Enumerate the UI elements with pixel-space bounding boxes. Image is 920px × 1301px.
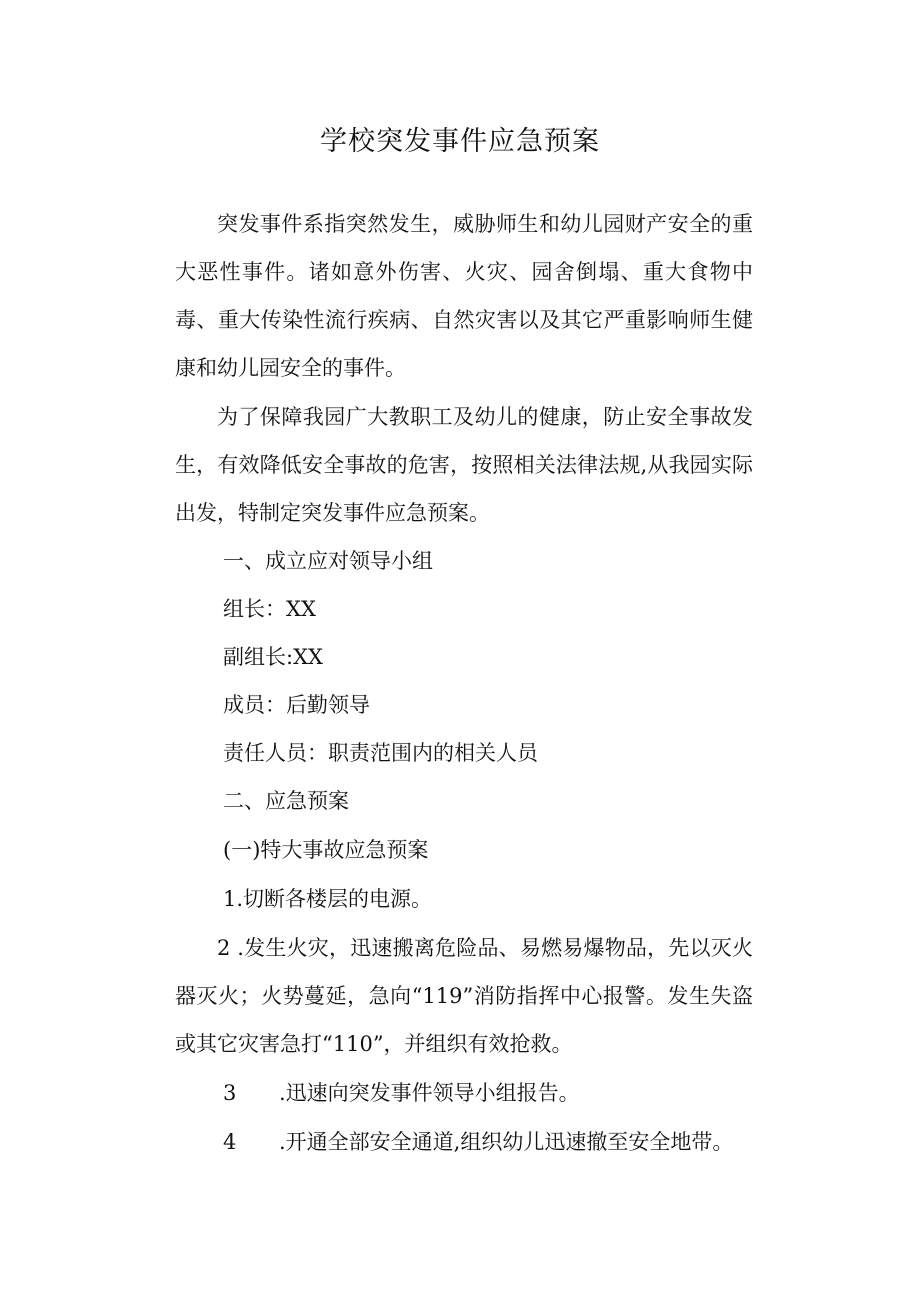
list-item-4	[223, 1118, 733, 1166]
list-item-3-number: 3	[223, 1081, 237, 1105]
responsible-line: 责任人员：职责范围内的相关人员	[223, 741, 538, 765]
paragraph-purpose: 为了保障我园广大教职工及幼儿的健康，防止安全事故发生，有效降低安全事故的危害，按照相关法律法规,从我园实际出发，特制定突发事件应急预案。	[175, 405, 753, 525]
purpose-paragraph-block	[175, 393, 753, 537]
section-heading-leadership: 一、成立应对领导小组	[223, 549, 433, 573]
deputy-leader-line: 副组长:XX	[223, 645, 323, 669]
list-item-4-text: .开通全部安全通道,组织幼儿迅速撤至安全地带。	[279, 1130, 734, 1154]
document-title: 学校突发事件应急预案	[320, 126, 600, 157]
list-item-3-text: .迅速向突发事件领导小组报告。	[279, 1081, 580, 1105]
paragraph-definition: 突发事件系指突然发生，威胁师生和幼儿园财产安全的重大恶性事件。诸如意外伤害、火灾、园舍倒塌、重大食物中毒、重大传染性流行疾病、自然灾害以及其它严重影响师生健康和幼儿园安全的事件。	[175, 212, 753, 380]
list-item-4-number: 4	[223, 1130, 237, 1154]
subsection-heading-major-accident: (一)特大事故应急预案	[223, 838, 429, 862]
members-line: 成员：后勤领导	[223, 693, 370, 717]
section-heading-plan: 二、应急预案	[223, 789, 349, 813]
list-item-2: 2 .发生火灾，迅速搬离危险品、易燃易爆物品，先以灭火器灭火；火势蔓延，急向“119”消防指挥中心报警。发生失盗或其它灾害急打“110”，并组织有效抢救。	[175, 936, 753, 1056]
intro-paragraph	[175, 200, 753, 392]
list-item-3	[223, 1069, 580, 1117]
list-item-1: 1.切断各楼层的电源。	[223, 887, 433, 911]
leader-line: 组长：XX	[223, 597, 316, 621]
list-item-2-block	[175, 924, 753, 1068]
